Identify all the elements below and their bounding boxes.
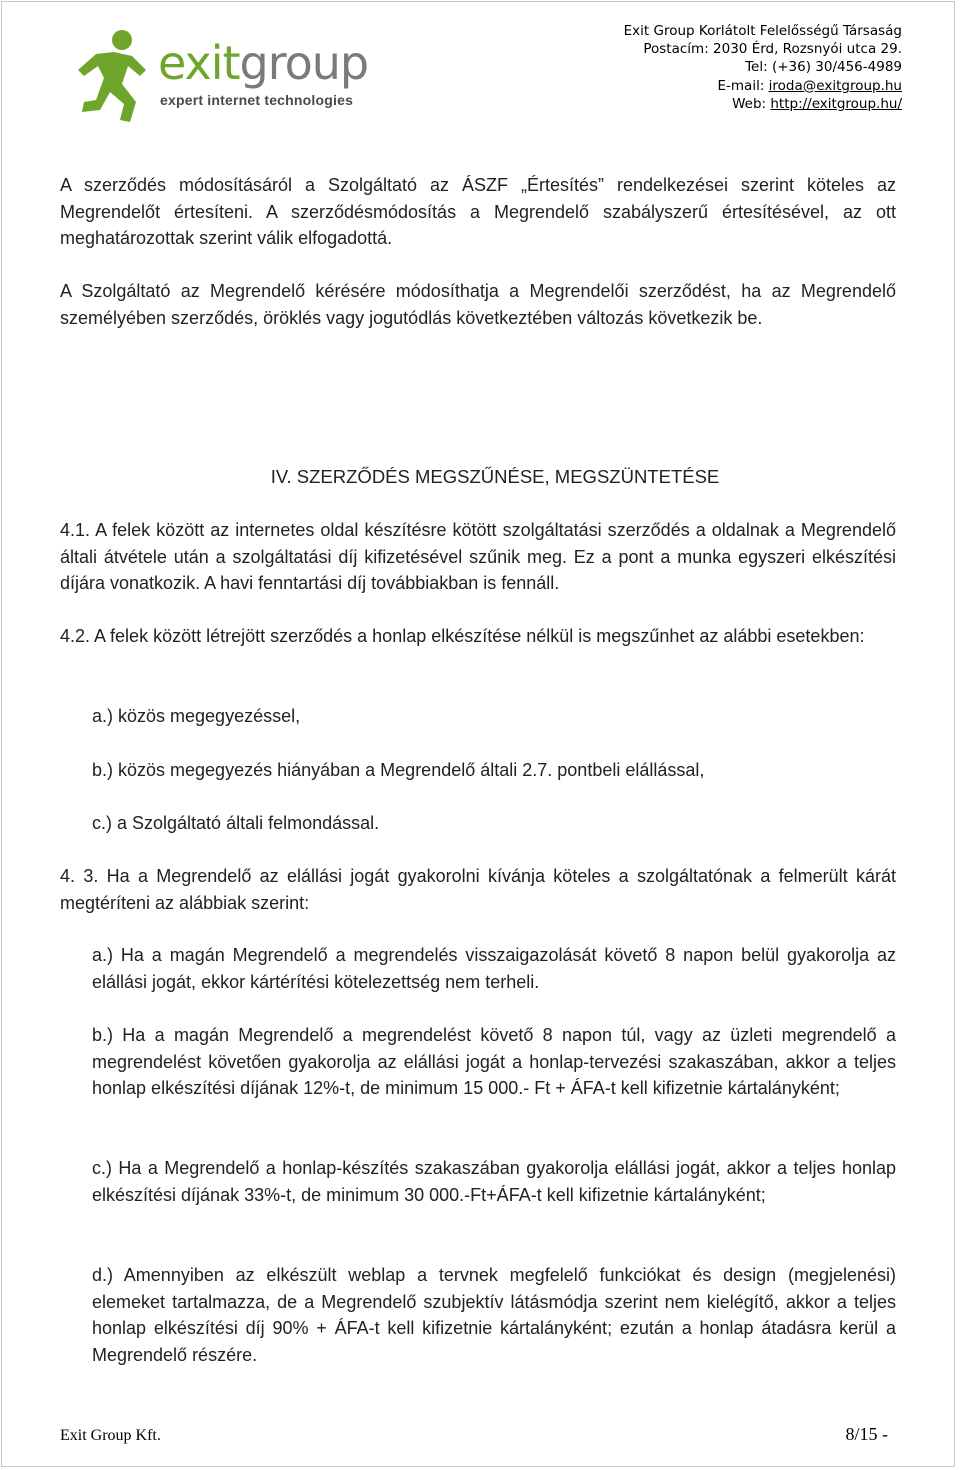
company-info — [502, 22, 902, 113]
paragraph-4-1: 4.1. A felek között az internetes oldal készítésre kötött szolgáltatási szerződés a oldalnak a Megrendelő általi átvétele után a szolgáltatási díj kifizetésével szűnik meg. Ez a pont a munka egyszeri elkészítési díjára vonatkozik. A havi fenntartási díj továbbiakban is fennáll. — [60, 520, 896, 593]
sub-item-a: a.) Ha a magán Megrendelő a megrendelés visszaigazolását követő 8 napon belül gyakorolja az elállási jogát, ekkor kártérítési kötelezettség nem terheli. — [92, 945, 896, 992]
list-item-c: c.) a Szolgáltató általi felmondással. — [92, 813, 380, 833]
web-label: Web: — [732, 95, 771, 112]
logo-wordmark — [158, 38, 368, 88]
company-email-row — [502, 77, 902, 95]
footer-company: Exit Group Kft. — [60, 1427, 161, 1444]
running-man-icon — [62, 26, 158, 126]
email-link[interactable]: iroda@exitgroup.hu — [768, 77, 902, 94]
company-address: Postacím: 2030 Érd, Rozsnyói utca 29. — [643, 41, 902, 58]
list-item-b: b.) közös megegyezés hiányában a Megrendelő általi 2.7. pontbeli elállással, — [92, 760, 705, 780]
paragraph-4-3: 4. 3. Ha a Megrendelő az elállási jogát gyakorolni kívánja köteles a szolgáltatónak a felmerült kárát megtéríteni az alábbiak szerint: — [60, 866, 896, 913]
list-item-a: a.) közös megegyezéssel, — [92, 706, 301, 726]
sub-item-c: c.) Ha a Megrendelő a honlap-készítés szakaszában gyakorolja elállási jogát, akkor a teljes honlap elkészítési díjának 33%-t, de minimum 30 000.-Ft+ÁFA-t kell kifizetnie kártalányként; — [92, 1158, 896, 1205]
web-link[interactable]: http://exitgroup.hu/ — [770, 95, 902, 112]
logo-tagline: expert internet technologies — [160, 92, 354, 108]
company-name: Exit Group Korlátolt Felelősségű Társaság — [623, 23, 902, 39]
footer-page-number: 8/15 - — [845, 1424, 888, 1444]
paragraph-4-2: 4.2. A felek között létrejött szerződés a honlap elkészítése nélkül is megszűnhet az alábbi esetekben: — [60, 626, 865, 646]
sub-item-d: d.) Amennyiben az elkészült weblap a tervnek megfelelő funkciókat és design (megjelenési) elemeket tartalmazza, de a Megrendelő szubjektív látásmódja szerint nem kielégítő, akkor a teljes honlap elkészítési díj 90% + ÁFA-t kell kifizetnie kártalányként; ezután a honlap átadásra kerül a Megrendelő részére. — [92, 1265, 896, 1365]
paragraph-modification-notice: A szerződés módosításáról a Szolgáltató az ÁSZF „Értesítés” rendelkezései szerint köteles az Megrendelőt értesíteni. A szerződésmódosítás a Megrendelő szabályszerű értesítésével, az ott meghatározottak szerint válik elfogadottá. — [60, 175, 896, 248]
logo-word-group: group — [239, 36, 369, 90]
email-label: E-mail: — [717, 77, 769, 94]
company-web-row — [502, 95, 902, 113]
exitgroup-logo — [62, 26, 382, 126]
sub-item-b: b.) Ha a magán Megrendelő a megrendelést követő 8 napon túl, vagy az üzleti megrendelő a megrendelést követően gyakorolja az elállási jogát a honlap-tervezési szakaszában, akkor a teljes honlap elkészítési díjának 12%-t, de minimum 15 000.- Ft + ÁFA-t kell kifizetnie kártalányként; — [92, 1025, 896, 1098]
section-title: IV. SZERZŐDÉS MEGSZŰNÉSE, MEGSZÜNTETÉSE — [270, 466, 720, 487]
paragraph-modification-request: A Szolgáltató az Megrendelő kérésére módosíthatja a Megrendelői szerződést, ha az Megrendelő személyében szerződés, öröklés vagy jogutódlás következtében változás következik be. — [60, 281, 896, 328]
logo-word-exit: exit — [158, 36, 240, 90]
company-phone: Tel: (+36) 30/456-4989 — [745, 59, 902, 76]
